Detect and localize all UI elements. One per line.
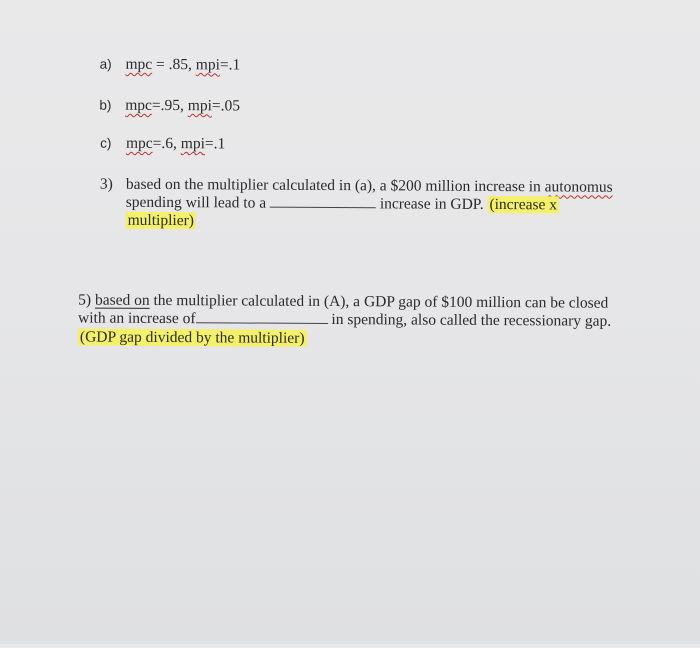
- question-3-answer-blank: [270, 206, 376, 209]
- item-b: [99, 97, 240, 116]
- question-5-number: 5): [78, 291, 92, 309]
- item-c-mpi-word: mpi: [180, 135, 205, 153]
- question-3-autonomus-word: autonomus: [544, 178, 613, 196]
- item-c-mpi-value: =.1: [204, 135, 226, 153]
- question-3-number: 3): [99, 175, 113, 193]
- item-b-mpc-word: mpc: [125, 96, 152, 114]
- item-c: [100, 135, 225, 154]
- question-3-text-2-pre: spending will lead to a: [125, 193, 267, 212]
- question-5-line-3: [78, 328, 307, 347]
- question-5-text-1: the multiplier calculated in (A), a GDP gap of $100 million can be closed: [149, 291, 609, 312]
- item-a-mpc-word: mpc: [125, 55, 153, 73]
- item-a-mpc-value: = .85,: [152, 55, 196, 74]
- question-5-underlined-text: based on: [94, 291, 150, 309]
- item-a-label: a): [99, 56, 112, 72]
- item-c-label: c): [100, 135, 112, 151]
- item-a: [100, 56, 241, 75]
- item-b-mpc-value: =.95,: [151, 96, 188, 115]
- item-a-mpi-word: mpi: [195, 56, 220, 74]
- question-5-answer-blank: [196, 321, 328, 324]
- item-b-mpi-word: mpi: [187, 97, 212, 115]
- item-b-mpi-value: =.05: [211, 97, 241, 115]
- question-3-hint-part-2: multiplier): [127, 211, 195, 230]
- item-a-mpi-value: =.1: [219, 56, 241, 74]
- question-5-text-2-post: in spending, also called the recessionary gap.: [331, 311, 612, 330]
- question-3-hint-part-1: (increase x: [489, 195, 558, 214]
- item-c-mpc-value: =.6,: [152, 134, 181, 153]
- question-3-text-1: based on the multiplier calculated in (a), a $200 million increase in: [125, 175, 545, 196]
- item-b-label: b): [99, 97, 112, 113]
- question-5-text-2-pre: with an increase of: [78, 309, 196, 328]
- question-5-hint: (GDP gap divided by the multiplier): [79, 328, 305, 347]
- question-5-line-2: [78, 309, 611, 330]
- question-3-text-2-post: increase in GDP.: [379, 195, 484, 213]
- question-3-line-3: [126, 212, 196, 230]
- item-c-mpc-word: mpc: [125, 134, 153, 152]
